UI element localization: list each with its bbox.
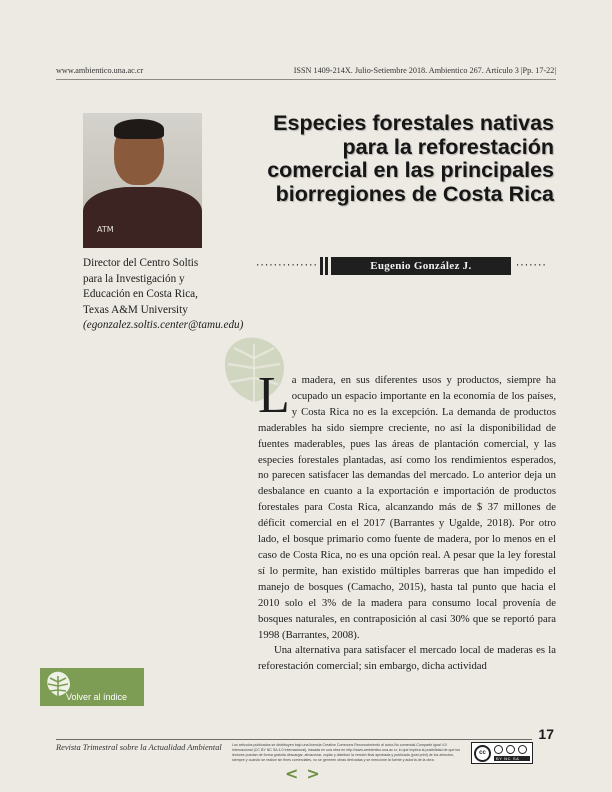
byline-bars bbox=[320, 257, 328, 275]
byline-dots-right: ······· bbox=[514, 261, 546, 271]
creative-commons-icon[interactable] bbox=[471, 742, 533, 764]
page-navigation bbox=[285, 766, 320, 782]
footer-divider bbox=[56, 739, 532, 740]
chevron-right-icon[interactable]: > bbox=[306, 764, 320, 783]
sa-icon bbox=[518, 745, 527, 754]
website-link[interactable]: www.ambientico.una.ac.cr bbox=[56, 66, 144, 75]
issue-info: ISSN 1409-214X. Julio-Setiembre 2018. Ambientico 267. Artículo 3 |Pp. 17-22| bbox=[293, 66, 556, 75]
header-divider bbox=[56, 79, 556, 80]
author-byline bbox=[255, 257, 560, 275]
by-icon bbox=[494, 745, 503, 754]
author-photo bbox=[83, 113, 202, 248]
nc-icon bbox=[506, 745, 515, 754]
cc-tags: BY NC SA bbox=[494, 756, 530, 761]
volver-label: Volver al índice bbox=[66, 692, 128, 702]
body-paragraph-1: La madera, en sus diferentes usos y productos, siempre ha ocupado un espacio importante en la economía de los países, y Costa Rica no es la excepción. La demanda de productos maderables ha sido siempre creciente, no así la disponibilidad de fuentes maderables, pues las áreas de plantación comercial, y las especies forestales plantadas, así como los rendimientos esperados, no parecen satisfacer las demandas del mercado. Lo anterior deja un desbalance en cuanto a la exportación e importación de productos forestales para Costa Rica, alcanzando más de $ 37 millones de déficit comercial en el 2017 (Barrantes y Ugalde, 2018). Por otro lado, el bosque primario como fuente de madera, por lo menos en el caso de Costa Rica, no es una opción real. A pesar que la ley forestal sí lo permite, han existido múltiples barreras que han impedido el manejo de bosques (Camacho, 2015), hasta tal punto que hacia el 2010 solo el 3% de la madera para consumo local provenía de bosques naturales, en contraposición al casi 30% que se reportó para 1998 (Barrantes, 2008). bbox=[258, 367, 556, 641]
article-title: Especies forestales nativas para la reforestación comercial en las principales biorregiones de Costa Rica bbox=[267, 111, 554, 206]
author-bio bbox=[83, 256, 244, 334]
shirt-logo: ATM bbox=[97, 225, 114, 234]
journal-subtitle: Revista Trimestral sobre la Actualidad Ambiental bbox=[56, 743, 222, 752]
byline-dots-left: ·············· bbox=[255, 261, 317, 271]
drop-cap: L bbox=[258, 367, 290, 424]
author-email[interactable]: (egonzalez.soltis.center@tamu.edu) bbox=[83, 319, 244, 332]
volver-indice-button[interactable] bbox=[40, 668, 144, 706]
author-affiliation: Director del Centro Soltis para la Investigación y Educación en Costa Rica, Texas A&M University bbox=[83, 257, 199, 316]
page-header bbox=[56, 66, 556, 75]
page-number: 17 bbox=[538, 726, 554, 742]
chevron-left-icon[interactable]: < bbox=[285, 764, 299, 783]
author-name: Eugenio González J. bbox=[331, 257, 511, 275]
cc-badge: cc bbox=[474, 745, 491, 762]
article-body bbox=[258, 367, 556, 675]
license-text: Los artículos publicados se distribuyen bajo una licencia Creative Commons Reconocimiento al autor-No comercial-Compartir igual 4.0 Internacional (CC BY NC SA 4.0 Internacional), basada en una obra en http://www.ambientico.una.ac.cr, lo que implica la posibilidad de que los lectores puedan de forma gratuita descargar, almacenar, copiar y distribuir la versión final aprobada y publicada (post print) de los artículos, siempre y cuando se realice sin fines comerciales, no se generen obras derivadas y se mencione la fuente y autoría de la obra. bbox=[232, 743, 461, 762]
body-paragraph-2: Una alternativa para satisfacer el mercado local de maderas es la reforestación comercial; sin embargo, dicha actividad bbox=[258, 644, 556, 673]
